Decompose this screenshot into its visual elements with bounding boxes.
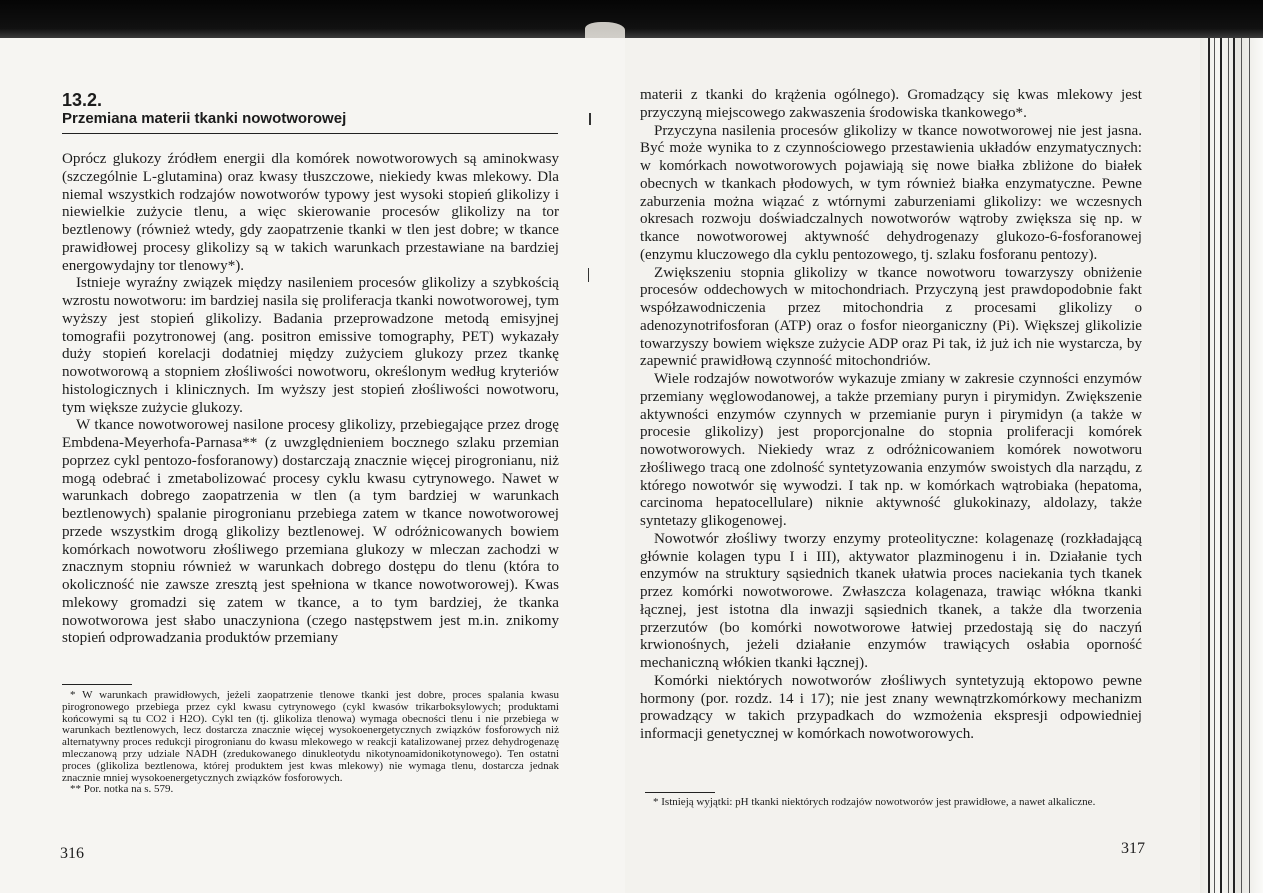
margin-mark	[588, 268, 589, 282]
scanner-shadow-top	[0, 0, 1263, 38]
book-page-edges	[1200, 38, 1263, 893]
margin-mark	[589, 113, 591, 125]
footnote: ** Por. notka na s. 579.	[70, 783, 174, 796]
right-page-body	[640, 87, 1142, 744]
paragraph: materii z tkanki do krążenia ogólnego). Gromadzący się kwas mlekowy jest przyczyną miejscowego zakwaszenia środowiska tkankowego*.	[640, 87, 1142, 121]
right-footnotes	[645, 797, 1145, 809]
section-number: 13.2.	[62, 90, 103, 110]
left-footnotes	[62, 690, 559, 796]
paragraph: Nowotwór złośliwy tworzy enzymy proteolityczne: kolagenazę (rozkładającą głównie kolagen typu I i III), aktywator plazminogenu i in. Działanie tych enzymów na struktury sąsiednich tkanek ułatwia proces naciekania tych tkanek przez komórki nowotworowe. Zwłaszcza kolagenaza, trawiąc włókna tkanki łącznej, jest istotna dla inwazji sąsiednich tkanek, a także dla tworzenia przerzutów (bo komórki nowotworowe łatwiej przedostają się do naczyń krwionośnych, jeżeli działanie enzymów trawiących osłabia oporność mechaniczną włókien tkanki łącznej).	[640, 530, 1142, 671]
left-page-body	[62, 151, 559, 648]
section-title: Przemiana materii tkanki nowotworowej	[62, 110, 347, 127]
footnote-rule	[645, 792, 715, 793]
page-number-left: 316	[60, 845, 84, 862]
paragraph: W tkance nowotworowej nasilone procesy glikolizy, przebiegające przez drogę Embdena-Meyerhofa-Parnasa** (z uwzględnieniem bocznego szlaku przemian poprzez cykl pentozo-fosforanowy) dostarczają znacznie więcej pirogronianu, niż mogą odebrać i zmetabolizować procesy cyklu kwasu cytrynowego. Nawet w warunkach dobrego zaopatrzenia w tlen (a tym bardziej w warunkach beztlenowych) spalanie pirogronianu przebiega zatem w tkance nowotworowej przede wszystkim drogą glikolizy beztlenowej. W odróżnicowanych bowiem komórkach nowotworu złośliwego przemiana glukozy w mleczan zachodzi w znacznym stopniu również w warunkach dobrego dostępu do tlenu (która to okoliczność nie zawsze zresztą jest spełniona w tkance nowotworowej). Kwas mlekowy gromadzi się zatem w tkance, a to tym bardziej, że tkanka nowotworowa jest słabo unaczyniona (czego następstwem jest m.in. znikomy stopień odprowadzania produktów przemiany	[62, 417, 559, 647]
footnote: * W warunkach prawidłowych, jeżeli zaopatrzenie tlenowe tkanki jest dobre, proces spalania kwasu pirogronowego przebiega przez cykl kwasu cytrynowego (cykl kwasów trikarboksylowych; produktami końcowymi są tu CO2 i H2O). Cykl ten (tj. glikoliza tlenowa) wymaga obecności tlenu i nie przebiega w warunkach beztlenowych, lecz dostarcza znacznie więcej wysokoenergetycznych związków fosforowych niż alternatywny proces redukcji pirogronianu do kwasu mlekowego w reakcji katalizowanej przez dehydrogenazę mleczanową przy udziale NADH (zredukowanego dinukleotydu nikotynoamidonikotynowego). Ten ostatni proces (glikoliza beztlenowa, której produktem jest kwas mlekowy) nie wymaga tlenu, dostarcza jednak znacznie mniej wysokoenergetycznych związków fosforowych.	[62, 689, 559, 784]
heading-rule	[62, 133, 558, 134]
page-number-right: 317	[1121, 840, 1145, 857]
footnote-rule	[62, 684, 132, 685]
paragraph: Wiele rodzajów nowotworów wykazuje zmiany w zakresie czynności enzymów przemiany węglowodanowej, a także przemiany puryn i pirymidyn. Zwiększenie aktywności enzymów czynnych w przemianie puryn i pirymidyn (a także w procesie glikolizy) jest proporcjonalne do stopnia proliferacji komórek nowotworowych. Niekiedy wraz z odróżnicowaniem komórek nowotworu złośliwego tracą one zdolność syntetyzowania enzymów swoistych dla narządu, z którego nowotwór się wywodzi. I tak np. w komórkach wątrobiaka (hepatoma, carcinoma hepatocellulare) niknie aktywność glukokinazy, aldolazy, także syntetazy glikogenowej.	[640, 371, 1142, 529]
paragraph: Komórki niektórych nowotworów złośliwych syntetyzują ektopowo pewne hormony (por. rozdz. 14 i 17); nie jest znany wewnątrzkomórkowy mechanizm prowadzący w takich przypadkach do wzmożenia ekspresji odpowiedniej informacji genetycznej w komórkach nowotworowych.	[640, 672, 1142, 742]
footnote: * Istnieją wyjątki: pH tkanki niektórych rodzajów nowotworów jest prawidłowe, a nawet alkaliczne.	[653, 796, 1096, 808]
paragraph: Istnieje wyraźny związek między nasileniem procesów glikolizy a szybkością wzrostu nowotworu: im bardziej nasila się proliferacja tkanki nowotworowej, tym wyższy jest stopień glikolizy. Badania przeprowadzone metodą emisyjnej tomografii pozytronowej (ang. positron emissive tomography, PET) wykazały duży stopień korelacji dodatniej między zużyciem glukozy przez tkankę nowotworową a stopniem złośliwości nowotworu, określonym według kryteriów histologicznych i klinicznych. Im wyższy jest stopień złośliwości nowotworu, tym większe zużycie glukozy.	[62, 275, 559, 416]
paragraph: Zwiększeniu stopnia glikolizy w tkance nowotworu towarzyszy obniżenie procesów oddechowych w mitochondriach. Przyczyną jest prawdopodobnie fakt współzawodniczenia przez mitochondria z procesami glikolizy o adenozynotrifosforan (ATP) oraz o fosfor nieorganiczny (Pi). Większej glikolizie towarzyszy bowiem większe zużycie ADP oraz Pi tak, iż już ich nie wystarcza, by zapewnić prawidłową czynność mitochondriów.	[640, 264, 1142, 370]
paragraph: Oprócz glukozy źródłem energii dla komórek nowotworowych są aminokwasy (szczególnie L-glutamina) oraz kwasy tłuszczowe, niekiedy kwas mlekowy. Dla niemal wszystkich rodzajów nowotworów typowy jest wysoki stopień glikolizy i niewielkie zużycie tlenu, a więc skierowanie procesów glikolizy na tor beztlenowy (również wtedy, gdy zaopatrzenie tkanki w tlen jest dobre; w tkance prawidłowej procesy glikolizy są w takich warunkach przestawiane na bardziej energowydajny tor tlenowy*).	[62, 151, 559, 274]
paragraph: Przyczyna nasilenia procesów glikolizy w tkance nowotworowej nie jest jasna. Być może wynika to z czynnościowego przestawienia układów enzymatycznych: w komórkach nowotworowych pojawiają się nowe białka zbliżone do białek obecnych w tkankach płodowych, w tym również białka enzymatyczne. Pewne zaburzenia można wiązać z wtórnymi zaburzeniami glikolizy: we wczesnych okresach rozwoju doświadczalnych nowotworów wątroby zwiększa się np. w tkance nowotworowej aktywność dehydrogenazy glukozo-6-fosforanowej (enzymu kluczowego dla cyklu pentozowego, tj. szlaku fosforanu pentozy).	[640, 122, 1142, 263]
